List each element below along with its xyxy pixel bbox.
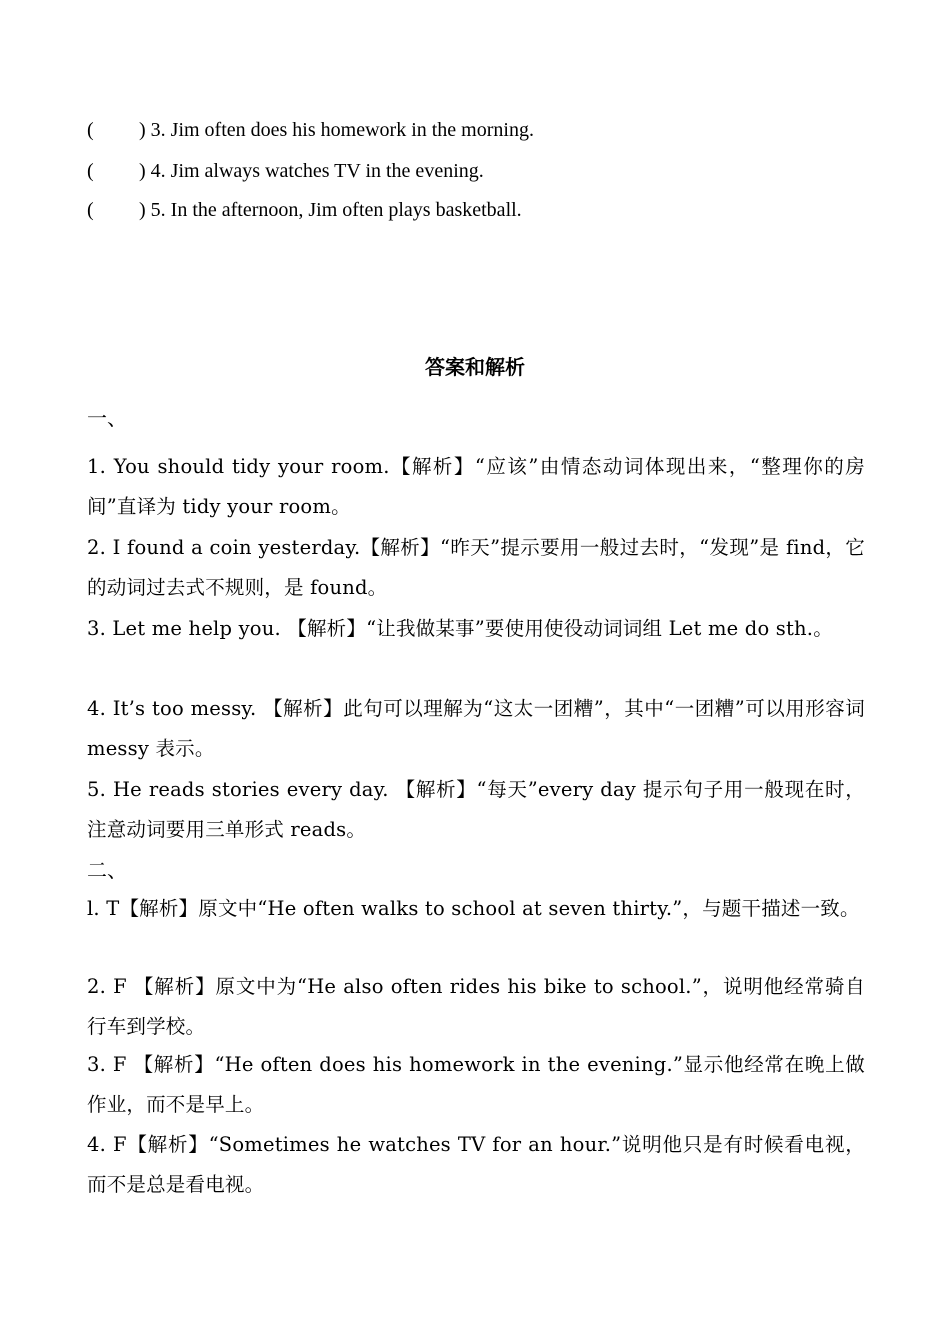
answer-title: 答案和解析 <box>425 355 525 379</box>
question-3-text: ) 3. Jim often does his homework in the morning. <box>139 119 534 141</box>
answer-1-4: 4. It’s too messy. 【解析】此句可以理解为“这太一团糟”，其中“一团糟”可以用形容词 messy 表示。 <box>87 697 865 760</box>
answer-blank: ( <box>87 160 94 182</box>
answer-1-2: 2. I found a coin yesterday.【解析】“昨天”提示要用一般过去时，“发现”是 find，它的动词过去式不规则，是 found。 <box>87 536 865 599</box>
answer-blank: ( <box>87 119 94 141</box>
question-5 <box>87 198 522 222</box>
answer-1-1: 1. You should tidy your room.【解析】“应该”由情态动词体现出来，“整理你的房间”直译为 tidy your room。 <box>87 455 865 518</box>
answer-blank: ( <box>87 199 94 221</box>
answer-2-1: l. T【解析】原文中“He often walks to school at seven thirty.”，与题干描述一致。 <box>87 897 860 920</box>
answer-2-2: 2. F 【解析】原文中为“He also often rides his bike to school.”，说明他经常骑自行车到学校。 <box>87 975 865 1038</box>
answer-2-3: 3. F 【解析】“He often does his homework in the evening.”显示他经常在晚上做作业，而不是早上。 <box>87 1053 865 1116</box>
question-4 <box>87 159 484 183</box>
question-5-text: ) 5. In the afternoon, Jim often plays basketball. <box>139 199 522 221</box>
question-4-text: ) 4. Jim always watches TV in the evening. <box>139 160 484 182</box>
section-2-heading: 二、 <box>87 858 127 882</box>
answer-1-5: 5. He reads stories every day. 【解析】“每天”every day 提示句子用一般现在时，注意动词要用三单形式 reads。 <box>87 778 865 841</box>
answer-2-4: 4. F【解析】“Sometimes he watches TV for an hour.”说明他只是有时候看电视，而不是总是看电视。 <box>87 1133 865 1196</box>
answer-1-3: 3. Let me help you. 【解析】“让我做某事”要使用使役动词词组 Let me do sth.。 <box>87 617 833 640</box>
section-1-heading: 一、 <box>87 406 127 430</box>
question-3 <box>87 118 534 142</box>
